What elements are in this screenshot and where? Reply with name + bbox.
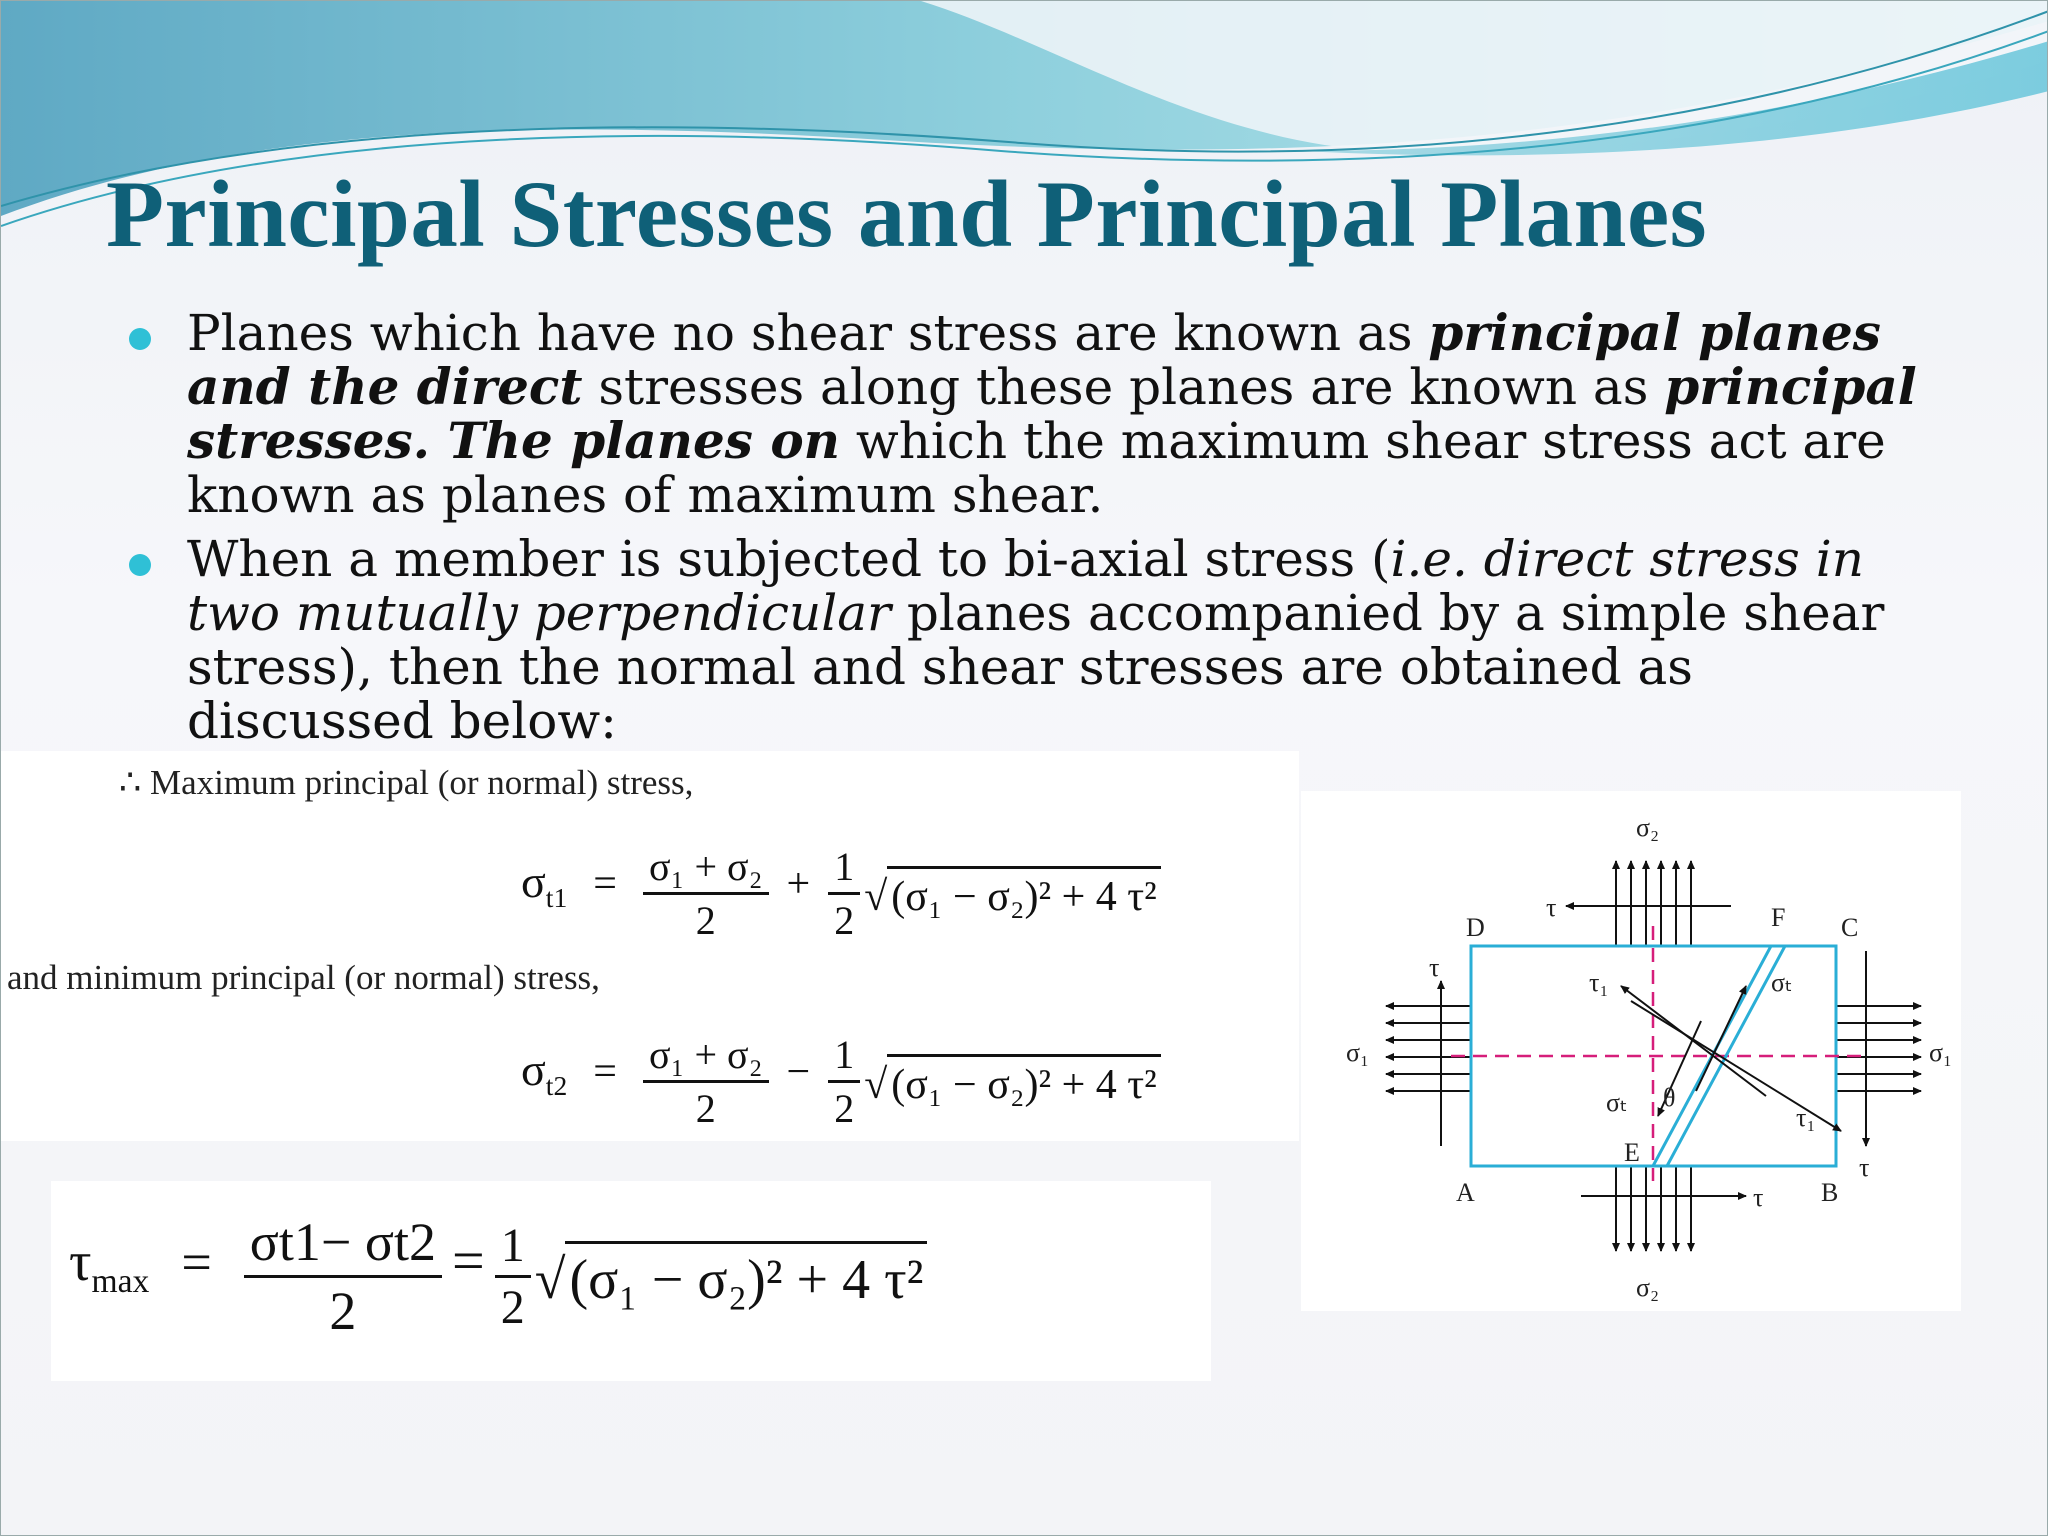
square-root xyxy=(535,1241,928,1312)
half-fraction xyxy=(828,843,860,944)
radical-sign-icon: √ xyxy=(864,1062,888,1108)
radicand: (σ₁ − σ₂)² + 4 τ² xyxy=(565,1241,927,1312)
fraction-numerator: 1 xyxy=(828,1031,860,1083)
sigma-t1-equation xyxy=(521,843,1161,944)
sigma-t-upper-label: σₜ xyxy=(1771,968,1793,997)
bullet-text: which the maximum shear stress act are known as planes of maximum shear. xyxy=(187,412,1886,524)
equals-sign: = xyxy=(451,1228,485,1294)
sigma1-right-label: σ₁ xyxy=(1929,1038,1953,1067)
corner-label-c: C xyxy=(1841,913,1859,942)
fraction-denominator: 2 xyxy=(695,1086,716,1131)
sigma1-left-label: σ₁ xyxy=(1346,1038,1370,1067)
corner-label-d: D xyxy=(1466,913,1485,942)
lhs-symbol: τ xyxy=(69,1231,92,1294)
tau-max-equation xyxy=(69,1211,927,1342)
bullet-dot-icon xyxy=(129,328,151,350)
radicand: (σ₁ − σ₂)² + 4 τ² xyxy=(887,866,1160,921)
radicand: (σ₁ − σ₂)² + 4 τ² xyxy=(887,1054,1160,1109)
bullet-emphasis: principal stresses. The planes on xyxy=(187,357,1917,470)
equals-sign: = xyxy=(181,1232,212,1293)
fraction-numerator: 1 xyxy=(828,843,860,895)
bullet-emphasis: principal planes and the direct xyxy=(187,303,1881,416)
radical-sign-icon: √ xyxy=(864,874,888,920)
lhs-symbol: σ xyxy=(521,856,546,908)
corner-label-b: B xyxy=(1821,1178,1839,1207)
fraction-denominator: 2 xyxy=(329,1281,357,1341)
tau-bottom-label: τ xyxy=(1753,1183,1764,1212)
half-fraction xyxy=(495,1218,531,1335)
max-shear-formula xyxy=(51,1181,1211,1381)
slide-title: Principal Stresses and Principal Planes xyxy=(106,161,1708,267)
corner-label-a: A xyxy=(1456,1178,1475,1207)
square-root xyxy=(864,866,1161,921)
corner-label-e: E xyxy=(1624,1138,1640,1167)
fraction-numerator: 1 xyxy=(495,1218,531,1278)
stress-element-svg xyxy=(1301,791,1961,1311)
tau-left-label: τ xyxy=(1429,953,1440,982)
lhs-subscript: max xyxy=(91,1263,150,1301)
bullet-text: When a member is subjected to bi-axial stress ( xyxy=(187,530,1391,588)
stress-element-diagram xyxy=(1301,791,1961,1311)
half-fraction xyxy=(828,1031,860,1132)
tau-max-lhs xyxy=(69,1231,150,1301)
fraction-denominator: 2 xyxy=(695,898,716,943)
tau1-upper-label: τ₁ xyxy=(1589,968,1609,997)
bullet-biaxial-stress xyxy=(121,532,1921,748)
sigma-t-lower-label: σₜ xyxy=(1606,1088,1628,1117)
fraction-denominator: 2 xyxy=(500,1281,525,1334)
bullet-dot-icon xyxy=(129,554,151,576)
tau-top-label: τ xyxy=(1546,893,1557,922)
bullet-text: planes accompanied by a simple shear stress), then the normal and shear stresses are obtained as discussed below: xyxy=(187,584,1885,750)
sigma2-top-label: σ₂ xyxy=(1636,813,1660,842)
sigma-t2-lhs xyxy=(521,1044,568,1102)
fraction-numerator: σ₁ + σ₂ xyxy=(643,1031,769,1083)
plus-sign: + xyxy=(786,861,811,908)
bullet-italic: i.e. direct stress in two mutually perpendicular xyxy=(187,530,1864,642)
bullet-principal-planes xyxy=(121,303,1921,524)
minus-sign: − xyxy=(786,1049,811,1096)
lhs-subscript: t1 xyxy=(545,882,568,914)
fraction-denominator: 2 xyxy=(834,898,855,943)
difference-fraction xyxy=(244,1211,442,1342)
fraction-numerator: σ₁ + σ₂ xyxy=(643,843,769,895)
theta-label: θ xyxy=(1663,1083,1676,1112)
sigma-t1-lhs xyxy=(521,856,568,914)
fraction-numerator: σt1− σt2 xyxy=(244,1211,442,1278)
lhs-subscript: t2 xyxy=(545,1070,568,1102)
principal-stress-formulas xyxy=(1,751,1299,1141)
min-principal-label: and minimum principal (or normal) stress, xyxy=(7,958,600,997)
lhs-symbol: σ xyxy=(521,1044,546,1096)
sigma2-bottom-label: σ₂ xyxy=(1636,1273,1660,1302)
sum-fraction xyxy=(643,843,769,944)
radical-sign-icon: √ xyxy=(534,1249,566,1311)
corner-label-f: F xyxy=(1771,903,1786,932)
bullet-list xyxy=(121,303,1921,758)
bullet-text: stresses along these planes are known as xyxy=(582,358,1665,416)
equals-sign: = xyxy=(593,1049,617,1096)
square-root xyxy=(864,1054,1161,1109)
equals-sign: = xyxy=(593,861,617,908)
sigma1-left-arrows xyxy=(1386,1006,1471,1091)
bullet-text: Planes which have no shear stress are known as xyxy=(187,304,1429,362)
sum-fraction xyxy=(643,1031,769,1132)
tau1-lower-label: τ₁ xyxy=(1796,1103,1816,1132)
fraction-denominator: 2 xyxy=(834,1086,855,1131)
sigma-t2-equation xyxy=(521,1031,1161,1132)
tau-right-label: τ xyxy=(1859,1153,1870,1182)
sigma1-right-arrows xyxy=(1836,1006,1921,1091)
max-principal-label: ∴ Maximum principal (or normal) stress, xyxy=(119,763,694,802)
